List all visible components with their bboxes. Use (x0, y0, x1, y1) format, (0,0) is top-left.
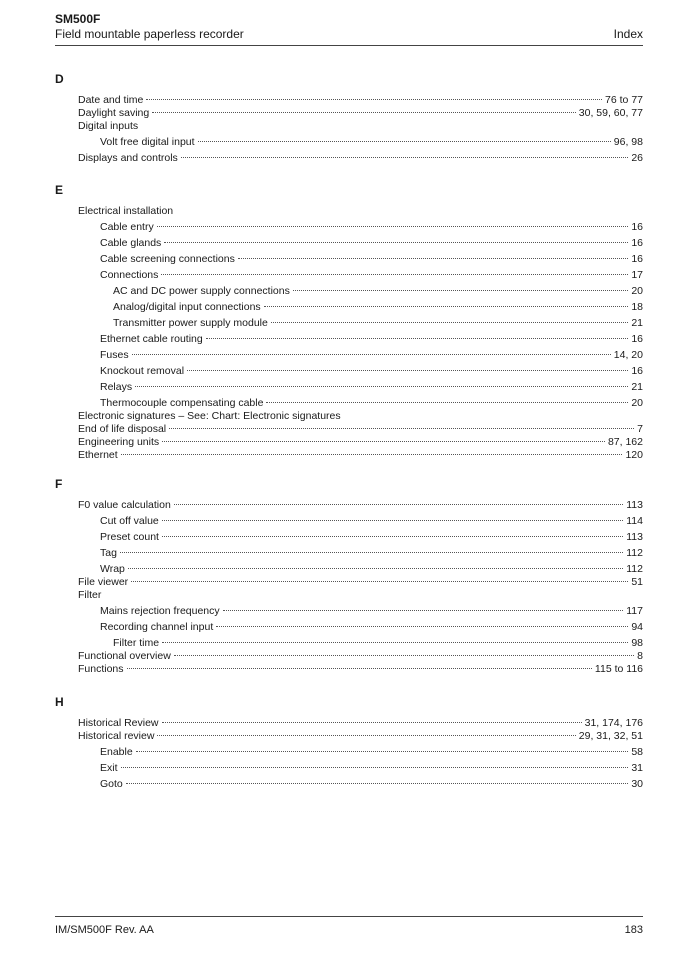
entry-label: Tag (100, 547, 117, 559)
entry-pages[interactable]: 16 (631, 221, 643, 233)
dot-leader (181, 157, 629, 158)
entry-pages[interactable]: 7 (637, 423, 643, 435)
header-subrow (55, 26, 643, 42)
entry-pages[interactable]: 16 (631, 253, 643, 265)
index-entry[interactable] (78, 650, 643, 663)
entry-label: Fuses (100, 349, 129, 361)
index-entry[interactable] (113, 637, 643, 650)
dot-leader (131, 581, 628, 582)
index-entry[interactable] (78, 717, 643, 730)
entry-pages[interactable]: 87, 162 (607, 436, 643, 448)
index-entry[interactable] (113, 301, 643, 314)
dot-leader (271, 322, 628, 323)
index-entry[interactable] (100, 349, 643, 362)
entry-pages[interactable]: 115 to 116 (594, 663, 643, 675)
entry-pages[interactable]: 21 (631, 317, 643, 329)
index-entry[interactable] (100, 221, 643, 234)
dot-leader (126, 783, 629, 784)
index-entry[interactable] (100, 253, 643, 266)
entry-pages[interactable]: 117 (626, 605, 643, 617)
entry-pages[interactable]: 112 (626, 547, 643, 559)
index-entry[interactable] (78, 499, 643, 512)
index-entry[interactable] (100, 547, 643, 560)
entry-label: Ethernet (78, 449, 118, 461)
entry-pages[interactable]: 16 (631, 237, 643, 249)
dot-leader (169, 428, 634, 429)
dot-leader (174, 504, 623, 505)
entry-label: Preset count (100, 531, 159, 543)
index-entry[interactable] (100, 136, 643, 149)
index-entry[interactable] (78, 152, 643, 165)
dot-leader (162, 642, 628, 643)
entry-label: Historical Review (78, 717, 159, 729)
entry-pages[interactable]: 17 (631, 269, 643, 281)
index-entry[interactable] (78, 589, 643, 602)
section-letter: F (55, 477, 63, 491)
index-entry[interactable] (78, 449, 643, 462)
entry-label: Functional overview (78, 650, 171, 662)
index-entry[interactable] (113, 285, 643, 298)
entry-pages[interactable]: 20 (631, 285, 643, 297)
dot-leader (120, 552, 623, 553)
entry-label: Historical review (78, 730, 155, 742)
dot-leader (266, 402, 628, 403)
header-divider (55, 45, 643, 46)
entry-label: Cable screening connections (100, 253, 235, 265)
entry-label: Knockout removal (100, 365, 185, 377)
entry-label: Displays and controls (78, 152, 178, 164)
dot-leader (127, 668, 592, 669)
page-footer (55, 923, 643, 937)
index-entry[interactable] (100, 397, 643, 410)
entry-pages[interactable]: 31, 174, 176 (584, 717, 643, 729)
entry-pages[interactable]: 51 (631, 576, 643, 588)
index-entry[interactable] (78, 120, 643, 133)
entry-label: Engineering units (78, 436, 160, 448)
index-entry[interactable] (78, 410, 643, 423)
index-entry[interactable] (100, 605, 643, 618)
entry-pages[interactable]: 76 to 77 (605, 94, 643, 106)
page-number: 183 (624, 924, 643, 936)
entry-pages[interactable]: 31 (631, 762, 643, 774)
entry-label: Ethernet cable routing (100, 333, 203, 345)
entry-label: Connections (100, 269, 159, 281)
entry-label: Exit (100, 762, 118, 774)
entry-label: Volt free digital input (100, 136, 195, 148)
index-entry[interactable] (100, 563, 643, 576)
entry-label: Goto (100, 778, 123, 790)
index-entry[interactable] (100, 269, 643, 282)
dot-leader (174, 655, 634, 656)
dot-leader (187, 370, 628, 371)
entry-pages[interactable]: 8 (637, 650, 643, 662)
index-entry[interactable] (78, 94, 643, 107)
entry-label: Thermocouple compensating cable (100, 397, 264, 409)
index-entry[interactable] (78, 107, 643, 120)
entry-label: Wrap (100, 563, 125, 575)
index-entry[interactable] (100, 515, 643, 528)
dot-leader (216, 626, 628, 627)
index-entry[interactable] (100, 531, 643, 544)
entry-label: Filter (78, 589, 102, 601)
entry-pages[interactable]: 58 (631, 746, 643, 758)
entry-label: Cable glands (100, 237, 162, 249)
entry-label: AC and DC power supply connections (113, 285, 290, 297)
index-entry[interactable] (78, 730, 643, 743)
entry-pages[interactable]: 98 (631, 637, 643, 649)
entry-pages[interactable]: 30, 59, 60, 77 (578, 107, 643, 119)
entry-label: End of life disposal (78, 423, 167, 435)
dot-leader (157, 226, 629, 227)
dot-leader (157, 735, 575, 736)
entry-pages[interactable]: 21 (631, 381, 643, 393)
index-entry[interactable] (100, 746, 643, 759)
dot-leader (152, 112, 576, 113)
product-name: SM500F (55, 12, 101, 26)
section-letter: H (55, 695, 64, 709)
dot-leader (136, 751, 629, 752)
dot-leader (162, 536, 623, 537)
dot-leader (121, 454, 623, 455)
index-entry[interactable] (100, 237, 643, 250)
index-entry[interactable] (78, 576, 643, 589)
entry-pages[interactable]: 20 (631, 397, 643, 409)
entry-label: Electronic signatures – See: Chart: Electronic signatures (78, 410, 341, 422)
entry-pages[interactable]: 18 (631, 301, 643, 313)
index-entry[interactable] (100, 621, 643, 634)
dot-leader (135, 386, 628, 387)
entry-label: File viewer (78, 576, 129, 588)
index-entry[interactable] (78, 205, 643, 218)
dot-leader (198, 141, 611, 142)
dot-leader (223, 610, 624, 611)
entry-pages[interactable]: 16 (631, 365, 643, 377)
index-entry[interactable] (113, 317, 643, 330)
entry-pages[interactable]: 113 (626, 499, 643, 511)
entry-pages[interactable]: 113 (626, 531, 643, 543)
entry-label: Relays (100, 381, 133, 393)
dot-leader (206, 338, 629, 339)
entry-label: Cut off value (100, 515, 159, 527)
dot-leader (121, 767, 629, 768)
entry-label: F0 value calculation (78, 499, 171, 511)
dot-leader (162, 722, 582, 723)
entry-label: Transmitter power supply module (113, 317, 268, 329)
footer-divider (55, 916, 643, 917)
section-letter: D (55, 72, 64, 86)
entry-label: Cable entry (100, 221, 154, 233)
index-entry[interactable] (100, 381, 643, 394)
dot-leader (164, 242, 628, 243)
dot-leader (264, 306, 629, 307)
dot-leader (146, 99, 602, 100)
index-entry[interactable] (100, 778, 643, 791)
entry-pages[interactable]: 30 (631, 778, 643, 790)
section-letter: E (55, 183, 64, 197)
index-entry[interactable] (78, 436, 643, 449)
entry-label: Analog/digital input connections (113, 301, 261, 313)
entry-label: Electrical installation (78, 205, 174, 217)
dot-leader (162, 520, 623, 521)
dot-leader (293, 290, 628, 291)
section-name: Index (613, 27, 643, 41)
entry-label: Date and time (78, 94, 144, 106)
index-entry[interactable] (100, 333, 643, 346)
index-entry[interactable] (100, 762, 643, 775)
page-header (55, 12, 643, 42)
dot-leader (238, 258, 628, 259)
entry-label: Functions (78, 663, 124, 675)
entry-pages[interactable]: 112 (626, 563, 643, 575)
document-id: IM/SM500F Rev. AA (55, 924, 154, 936)
entry-label: Digital inputs (78, 120, 139, 132)
entry-pages[interactable]: 120 (625, 449, 643, 461)
dot-leader (128, 568, 623, 569)
entry-pages[interactable]: 29, 31, 32, 51 (578, 730, 643, 742)
index-entry[interactable] (78, 423, 643, 436)
entry-label: Daylight saving (78, 107, 150, 119)
entry-label: Filter time (113, 637, 160, 649)
entry-pages[interactable]: 26 (631, 152, 643, 164)
dot-leader (162, 441, 605, 442)
dot-leader (161, 274, 628, 275)
index-entry[interactable] (78, 663, 643, 676)
dot-leader (132, 354, 611, 355)
entry-pages[interactable]: 16 (631, 333, 643, 345)
entry-pages[interactable]: 14, 20 (613, 349, 643, 361)
entry-pages[interactable]: 94 (631, 621, 643, 633)
entry-label: Enable (100, 746, 133, 758)
entry-label: Recording channel input (100, 621, 214, 633)
entry-pages[interactable]: 96, 98 (613, 136, 643, 148)
entry-pages[interactable]: 114 (626, 515, 643, 527)
product-subtitle: Field mountable paperless recorder (55, 27, 244, 41)
entry-label: Mains rejection frequency (100, 605, 220, 617)
index-entry[interactable] (100, 365, 643, 378)
